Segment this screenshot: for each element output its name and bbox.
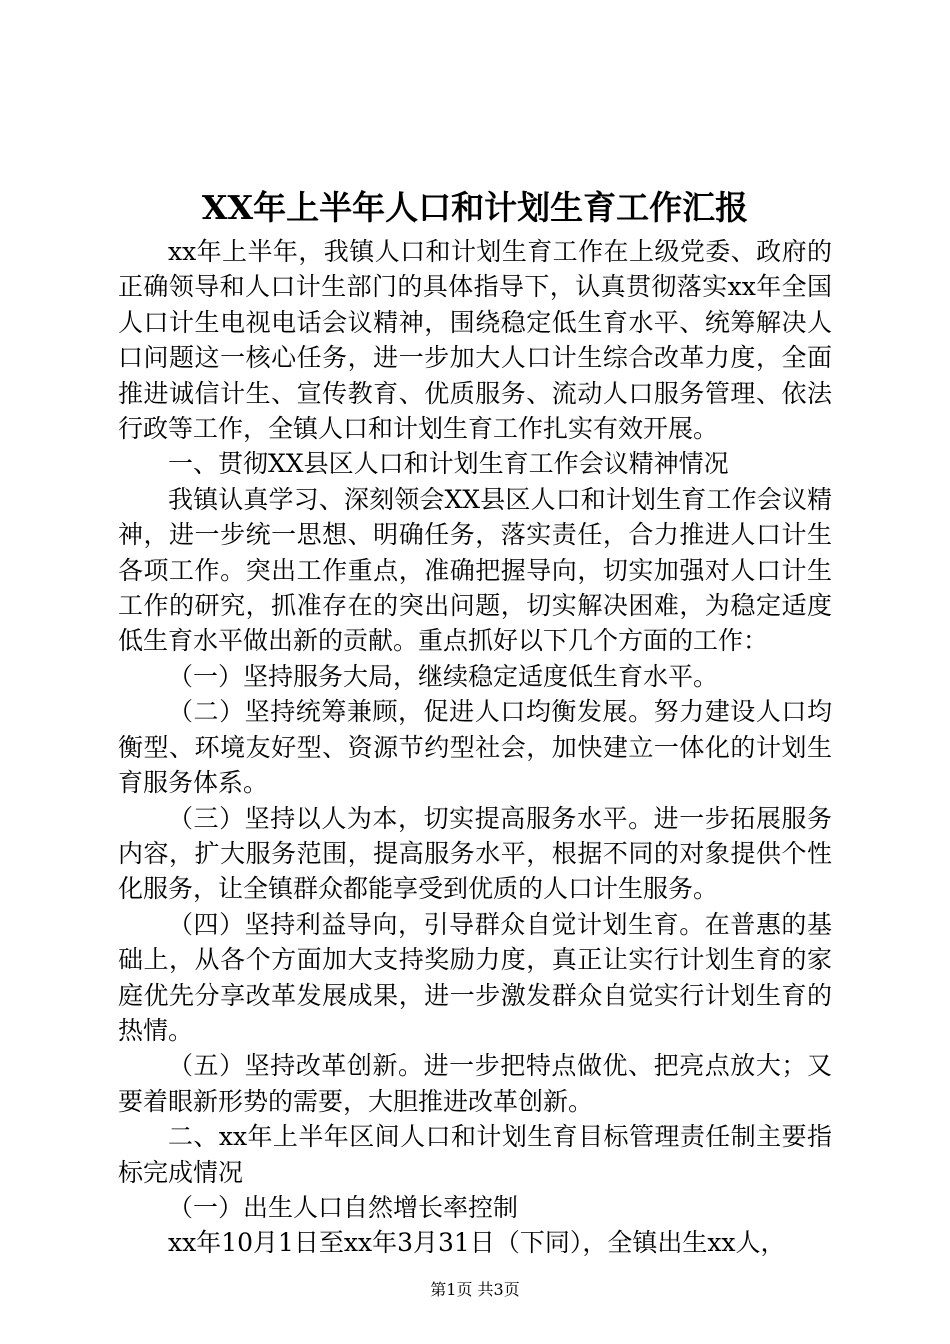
subsection-heading-1: （一）出生人口自然增长率控制 bbox=[168, 1192, 519, 1222]
list-item-1: （一）坚持服务大局，继续稳定适度低生育水平。 bbox=[168, 661, 719, 691]
list-item-5: （五）坚持改革创新。进一步把特点做优、把亮点放大；又要着眼新形势的需要，大胆推进改革创新。 bbox=[118, 1051, 832, 1116]
section-heading-1: 一、贯彻XX县区人口和计划生育工作会议精神情况 bbox=[168, 449, 729, 479]
document-body bbox=[118, 234, 832, 1261]
list-item-2: （二）坚持统筹兼顾，促进人口均衡发展。努力建设人口均衡型、环境友好型、资源节约型社会，加快建立一体化的计划生育服务体系。 bbox=[118, 697, 832, 798]
document-title: XX年上半年人口和计划生育工作汇报 bbox=[201, 188, 749, 227]
paragraph-birth-stats: xx年10月1日至xx年3月31日（下同），全镇出生xx人， bbox=[168, 1228, 786, 1258]
section-heading-2: 二、xx年上半年区间人口和计划生育目标管理责任制主要指标完成情况 bbox=[118, 1122, 832, 1187]
page-number: 第1页 共3页 bbox=[430, 1280, 520, 1299]
paragraph-intro: xx年上半年，我镇人口和计划生育工作在上级党委、政府的正确领导和人口计生部门的具体指导下，认真贯彻落实xx年全国人口计生电视电话会议精神，围绕稳定低生育水平、统筹解决人口问题这一核心任务，进一步加大人口计生综合改革力度，全面推进诚信计生、宣传教育、优质服务、流动人口服务管理、依法行政等工作，全镇人口和计划生育工作扎实有效开展。 bbox=[118, 237, 832, 444]
list-item-3: （三）坚持以人为本，切实提高服务水平。进一步拓展服务内容，扩大服务范围，提高服务水平，根据不同的对象提供个性化服务，让全镇群众都能享受到优质的人口计生服务。 bbox=[118, 803, 832, 904]
paragraph-section-1: 我镇认真学习、深刻领会XX县区人口和计划生育工作会议精神，进一步统一思想、明确任务，落实责任，合力推进人口计生各项工作。突出工作重点，准确把握导向，切实加强对人口计生工作的研究，抓准存在的突出问题，切实解决困难，为稳定适度低生育水平做出新的贡献。重点抓好以下几个方面的工作： bbox=[118, 484, 832, 656]
list-item-4: （四）坚持利益导向，引导群众自觉计划生育。在普惠的基础上，从各个方面加大支持奖励力度，真正让实行计划生育的家庭优先分享改革发展成果，进一步激发群众自觉实行计划生育的热情。 bbox=[118, 909, 832, 1045]
